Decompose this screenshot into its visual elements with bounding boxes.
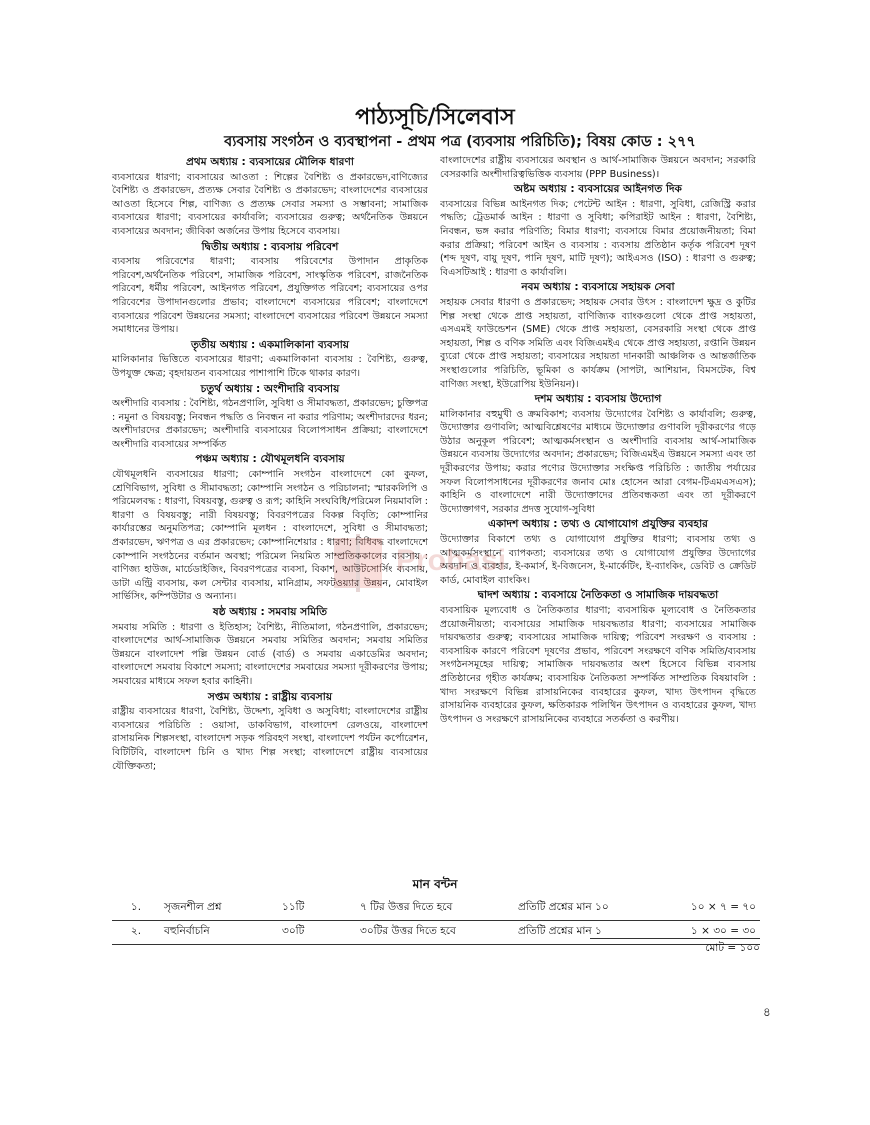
chapter-body: মালিকানার বহুমুখী ও ক্রমবিকাশ; ব্যবসায় উদ্যোগের বৈশিষ্ট্য ও কার্যাবলি; গুরুত্ব, উদ্যোক্তার গুণাবলি; আত্মবিশ্লেষণের মাধ্যমে উদ্যোক্তার গুণাবলি দূরীকরণের গড়ে উঠার অনুকূল পরিবেশ; আত্মকর্মসংস্থান ও অংশীদারি ব্যবসায় আর্থ-সামাজিক উন্নয়নে ব্যবসায় উদ্যোগের অবদান; প্রকারভেদ; বিজিএমইএ উন্নয়নে সমস্যা এবং তা দূরীকরণের উপায়; করার পণ্যের উদ্যোক্তার সংক্ষিপ্ত পরিচিতি : জাতীয় পর্যায়ের সফল বিলোপসাধনের দূরীকরণের জনাব মোঃ হোসেন আরা বেগম-টিএমএসএস); কাহিনি ও বাংলাদেশে নারী উদ্যোক্তাদের প্রতিবন্ধকতা এবং তা দূরীকরণে উদ্যোক্তাগণ, সরকার প্রদত্ত সুযোগ-সুবিধা — [440, 408, 756, 515]
chapter-title: দ্বাদশ অধ্যায় : ব্যবসায়ে নৈতিকতা ও সামাজিক দায়বদ্ধতা — [477, 589, 719, 602]
page-subtitle: ব্যবসায় সংগঠন ও ব্যবস্থাপনা - প্রথম পত্র (ব্যবসায় পরিচিতি); বিষয় কোড : ২৭৭ — [224, 134, 696, 150]
right-chapters — [440, 183, 756, 726]
chapter-title: প্রথম অধ্যায় : ব্যবসায়ের মৌলিক ধারণা — [186, 156, 354, 168]
page-number: ৪ — [763, 1005, 771, 1019]
marks-question-type: সৃজনশীল প্রশ্ন — [160, 897, 278, 921]
chapter-title: নবম অধ্যায় : ব্যবসায়ে সহায়ক সেবা — [521, 281, 675, 294]
chapter-title: একাদশ অধ্যায় : তথ্য ও যোগাযোগ প্রযুক্তির ব্যবহার — [488, 518, 708, 531]
right-intro-text: বাংলাদেশের রাষ্ট্রীয় ব্যবসায়ের অবস্থান ও আর্থ-সামাজিক উন্নয়নে অবদান; সরকারি বেসরকারি অংশীদারিত্বভিত্তিক ব্যবসায় (PPP Business)। — [440, 155, 756, 180]
chapter-body: রাষ্ট্রীয় ব্যবসায়ের ধারণা, বৈশিষ্ট্য, উদ্দেশ্য, সুবিধা ও অসুবিধা; বাংলাদেশের রাষ্ট্রীয় ব্যবসায়ের পরিচিতি : ওয়াসা, ডাকবিভাগ, বাংলাদেশ রেলওয়ে, বাংলাদেশ রাসায়নিক শিল্পসংস্থা, বাংলাদেশ সড়ক পরিবহণ সংস্থা, বাংলাদেশ পর্যটন কর্পোরেশন, বিটিটিবি, বাংলাদেশ চিনি ও খাদ্য শিল্প সংস্থা; বাংলাদেশে রাষ্ট্রীয় ব্যবসায়ের যৌক্তিকতা; — [112, 706, 428, 772]
left-column — [112, 154, 428, 872]
marks-row-number: ১. — [112, 897, 160, 921]
chapter-body: সহায়ক সেবার ধারণা ও প্রকারভেদ; সহায়ক সেবার উৎস : বাংলাদেশ ক্ষুদ্র ও কুটির শিল্প সংস্থা থেকে প্রাপ্ত সহায়তা, বাণিজ্যিক ব্যাংকগুলো থেকে প্রাপ্ত সহায়তা, এসএমই ফাউন্ডেশন (SME) থেকে প্রাপ্ত সহায়তা, বেসরকারি সংস্থা থেকে প্রাপ্ত সহায়তা, শিল্প ও বণিক সমিতি এবং বিজিএমইএ থেকে প্রাপ্ত সহায়তা, রপ্তানি উন্নয়ন ব্যুরো থেকে প্রাপ্ত সহায়তা; ব্যবসায়ের সহায়তা দানকারী আঞ্চলিক ও আন্তর্জাতিক সংস্থাগুলোর পরিচিতি, ভূমিকা ও কার্যক্রম (সাপটা, আশিয়ান, বিমসটেক, বিশ্ব বাণিজ্য সংস্থা, ইউরোপিয় ইউনিয়ন)। — [440, 296, 756, 390]
marks-total: মোট = ১০০ — [590, 938, 760, 958]
chapter-title: দশম অধ্যায় : ব্যবসায় উদ্যোগ — [534, 393, 662, 406]
chapter-body: ব্যবসায়ের ধারণা; ব্যবসায়ের আওতা : শিল্পের বৈশিষ্ট্য ও প্রকারভেদ,বাণিজ্যের বৈশিষ্ট্য ও প্রকারভেদ, প্রত্যক্ষ সেবার বৈশিষ্ট্য ও প্রকারভেদ; বাংলাদেশের ব্যবসায়ের আওতা হিসেবে শিল্প, বাণিজ্য ও প্রত্যক্ষ সেবার সমস্যা ও সম্ভাবনা; সামাজিক ব্যবসায়ের ধারণা; ব্যবসায়ের কার্যাবলি; ব্যবসায়ের গুরুত্ব; অর্থনৈতিক উন্নয়নে ব্যবসায়ের অবদান; জীবিকা অর্জনের উপায় হিসেবে ব্যবসায়। — [112, 171, 428, 237]
chapter-body: অংশীদারি ব্যবসায় : বৈশিষ্ট্য, গঠনপ্রণালি, সুবিধা ও সীমাবদ্ধতা, প্রকারভেদ; চুক্তিপত্র : নমুনা ও বিষয়বস্তু; নিবন্ধন পদ্ধতি ও নিবন্ধন না করার পরিণাম; অংশীদারদের ধরন; অংশীদারদের প্রকারভেদ; অংশীদারি ব্যবসায়ের বিলোপসাধন প্রক্রিয়া; বাংলাদেশে অংশীদারি ব্যবসায়ের সম্পর্কিত — [112, 398, 428, 450]
page-title: পাঠ্যসূচি/সিলেবাস — [355, 105, 515, 130]
chapter-title: তৃতীয় অধ্যায় : একমালিকানা ব্যবসায় — [190, 338, 350, 351]
marks-row-number: ২. — [112, 921, 160, 945]
marks-question-type: বহুনির্বাচনি — [160, 921, 278, 945]
marks-calculation: ১০ × ৭ = ৭০ — [662, 897, 760, 921]
chapter-body: যৌথমূলধনি ব্যবসায়ের ধারণা; কোম্পানি সংগঠন বাংলাদেশে কো কুফল, শ্রেণিবিভাগ, সুবিধা ও সীমাবদ্ধতা; কোম্পানি সংগঠন ও পরিচালনা; স্মারকলিপি ও পরিমেলবদ্ধ : ধারণা, বিষয়বস্তু, গুরুত্ব ও রূপ; কাহিনি সংঘবিধি/পরিমেল নিয়মাবলি : ধারণা ও বিষয়বস্তু; নারী বিষয়বস্তু; বিবরণপত্রের বিকল্প বিবৃতি; কোম্পানির কার্যারম্ভের অনুমতিপত্র; কোম্পানি মূলধন : বাংলাদেশে, সুবিধা ও সীমাবদ্ধতা; প্রকারভেদ, ঋণপত্র ও এর প্রকারভেদ; কোম্পানিশেয়ার : ধারণা; বিধিবদ্ধ বাংলাদেশে কোম্পানি সংগঠনের বর্তমান অবস্থা; পরিমেল নিয়মিত সাম্প্রতিককালের ব্যবসায় : বাণিজ্য হাউজ, মার্চেডাইজিং, বিবরণপত্রের ব্যবসা, বিকাশ, আউটসোর্সিং ব্যবসায়, ডাটা এন্ট্রি ব্যবসায়, কল সেন্টার ব্যবসায়, মানিগ্রাম, সফটওয়্যার উন্নয়ন, মোবাইল সার্ভিসিং, কম্পিউটার ও অন্যান্য। — [112, 469, 428, 603]
chapter-title: সপ্তম অধ্যায় : রাষ্ট্রীয় ব্যবসায় — [207, 690, 333, 703]
marks-per-question: প্রতিটি প্রশ্নের মান ১০ — [514, 897, 662, 921]
chapter-title: চতুর্থ অধ্যায় : অংশীদারি ব্যবসায় — [200, 382, 340, 395]
chapter-title: পঞ্চম অধ্যায় : যৌথমূলধনি ব্যবসায় — [195, 453, 345, 466]
marks-per-question: প্রতিটি প্রশ্নের মান ১ — [514, 921, 662, 945]
marks-question-count: ৩০টি — [278, 921, 356, 945]
marks-calculation: ১ × ৩০ = ৩০ — [662, 921, 760, 945]
chapter-body: সমবায় সমিতি : ধারণা ও ইতিহাস; বৈশিষ্ট্য, নীতিমালা, গঠনপ্রণালি, প্রকারভেদ; বাংলাদেশের আর্থ-সামাজিক উন্নয়নে সমবায় সমিতির অবদান; সমবায় সমিতির উন্নয়নে বাংলাদেশ পল্লি উন্নয়ন বোর্ড (বার্ড) ও সমবায় একাডেমির অবদান; বাংলাদেশে সমবায় বিকাশে সমস্যা; বাংলাদেশের সমবায়ের সমস্যা দূরীকরণের উপায়; সমবায়ের মাধ্যমে সফল হবার কাহিনী। — [112, 621, 428, 687]
chapter-title: অষ্টম অধ্যায় : ব্যবসায়ের আইনগত দিক — [514, 183, 682, 196]
chapter-title: ষষ্ঠ অধ্যায় : সমবায় সমিতি — [212, 606, 328, 618]
marks-row — [112, 897, 760, 921]
chapter-title: দ্বিতীয় অধ্যায় : ব্যবসায় পরিবেশ — [201, 240, 339, 253]
marks-heading: মান বন্টন — [412, 877, 458, 891]
chapter-body: ব্যবসায় পরিবেশের ধারণা; ব্যবসায় পরিবেশের উপাদান প্রাকৃতিক পরিবেশ,অর্থনৈতিক পরিবেশ, সামাজিক পরিবেশ, সাংস্কৃতিক পরিবেশ, রাজনৈতিক পরিবেশ, ধর্মীয় পরিবেশ, আইনগত পরিবেশ, প্রযুক্তিগত পরিবেশ; ব্যবসায়ের ওপর পরিবেশের উপাদানগুলোর প্রভাব; বাংলাদেশে ব্যবসায়ের পরিবেশ; বাংলাদেশে ব্যবসায়ের পরিবেশ উন্নয়নের সমস্যা; বাংলাদেশে ব্যবসায়ের পরিবেশ উন্নয়নে সমস্যা সমাধানের উপায়। — [112, 256, 428, 336]
marks-instruction: ৭ টির উত্তর দিতে হবে — [356, 897, 514, 921]
marks-question-count: ১১টি — [278, 897, 356, 921]
chapter-body: মালিকানার ভিত্তিতে ব্যবসায়ের ধারণা; একমালিকানা ব্যবসায় : বৈশিষ্ট্য, গুরুত্ব, উপযুক্ত ক্ষেত্র; বৃহদায়তন ব্যবসায়ের পাশাপাশি টিকে থাকার কারণ। — [112, 354, 428, 379]
right-column — [440, 154, 756, 872]
marks-instruction: ৩০টির উত্তর দিতে হবে — [356, 921, 514, 945]
chapter-body: ব্যবসায়ের বিভিন্ন আইনগত দিক; পেটেন্ট আইন : ধারণা, সুবিধা, রেজিস্ট্রি করার পদ্ধতি; ট্রেডমার্ক আইন : ধারণা ও সুবিধা; কপিরাইট আইন : ধারণা, বৈশিষ্ট্য, নিবন্ধন, ভঙ্গ করার পরিণতি; বিমার ধারণা; ব্যবসায়ে বিমার প্রয়োজনীয়তা; বিমা করার প্রক্রিয়া; পরিবেশ আইন ও ব্যবসায় : ব্যবসায় প্রতিষ্ঠান কর্তৃক পরিবেশ দূষণ (শব্দ দূষণ, বায়ু দূষণ, পানি দূষণ, মাটি দূষণ); আইএসও (ISO) : ধারণা ও গুরুত্ব; বিএসটিআই : ধারণা ও কার্যাবলি। — [440, 198, 756, 278]
chapter-body: ব্যবসায়িক মূল্যবোধ ও নৈতিকতার ধারণা; ব্যবসায়িক মূল্যবোধ ও নৈতিকতার প্রয়োজনীয়তা; ব্যবসায়ের সামাজিক দায়বদ্ধতার ধারণা; ব্যবসায়ের সামাজিক দায়বদ্ধতার গুরুত্ব; ব্যবসায়ের সামাজিক দায়িত্ব; পরিবেশ সংরক্ষণ ও ব্যবসায় : ব্যবসায়িক কারণে পরিবেশ দূষণের প্রভাব, পরিবেশ সংরক্ষণে বণিক সমিতি/ব্যবসায় সংগঠনসমূহের দায়িত্ব; সামাজিক দায়বদ্ধতার অংশ হিসেবে বিভিন্ন ব্যবসায় প্রতিষ্ঠানের গৃহীত কার্যক্রম; ব্যবসায়িক নৈতিকতা সম্পর্কিত সাম্প্রতিক বিষয়াবলি : খাদ্য সংরক্ষণে বিভিন্ন রাসায়নিকের ব্যবহারের কুফল, খাদ্য উৎপাদন বৃদ্ধিতে রাসায়নিক ব্যবহারের কুফল, ক্ষতিকারক পলিথিন উৎপাদন ও ব্যবহারের কুফল, খাদ্য উৎপাদন ও সংরক্ষণে রাসায়নিকের ব্যবহারে সতর্কতা ও করণীয়। — [440, 605, 756, 725]
watermark-text: Probasi — [396, 544, 507, 577]
chapter-body: উদ্যোক্তার বিকাশে তথ্য ও যোগাযোগ প্রযুক্তির ধারণা; ব্যবসায় তথ্য ও আত্মকর্মসংস্থানে ব্যাপকতা; ব্যবসায়ের তথ্য ও যোগাযোগ প্রযুক্তির উদ্যোগের অবদান ও ব্যবহার, ই-কমার্স, ই-বিজনেস, ই-মার্কেটিং, ই-ব্যাংকিং, ডেবিট ও ক্রেডিট কার্ড, মোবাইল ব্যাংকিং। — [440, 534, 756, 586]
